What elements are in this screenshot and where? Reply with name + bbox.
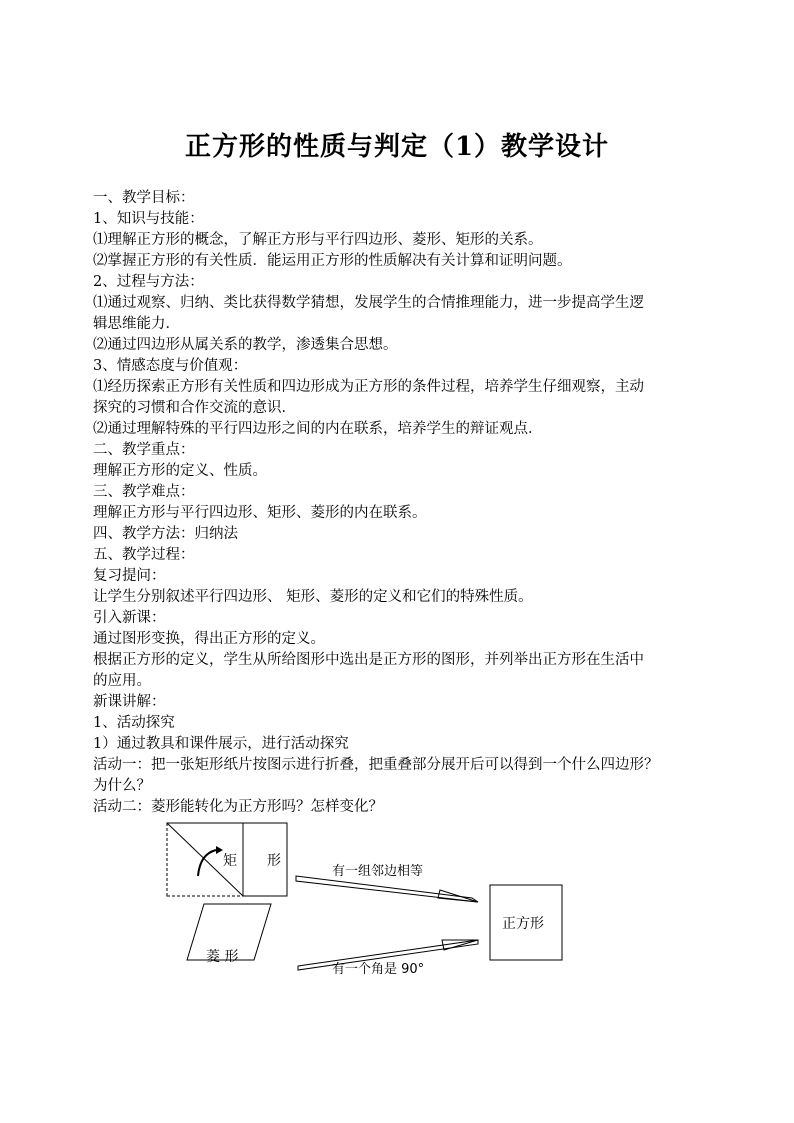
text-line: ⑴经历探索正方形有关性质和四边形成为正方形的条件过程，培养学生仔细观察，主动 bbox=[93, 379, 644, 395]
square-label: 正方形 bbox=[502, 916, 544, 932]
text-line: 引入新课： bbox=[93, 610, 166, 626]
rect-label-1: 矩 bbox=[223, 853, 237, 869]
text-line: 的应用。 bbox=[93, 673, 151, 689]
fold-curve-arrow-icon bbox=[198, 850, 216, 876]
arrow-2-label: 有一个角是 90° bbox=[332, 962, 425, 977]
text-line: 为什么？ bbox=[93, 778, 151, 794]
rect-label-2: 形 bbox=[267, 853, 281, 869]
text-line: 复习提问： bbox=[93, 568, 166, 584]
text-line: 2、过程与方法： bbox=[93, 274, 204, 290]
text-line: 1）通过教具和课件展示，进行活动探究 bbox=[93, 736, 349, 752]
arrow-1-label: 有一组邻边相等 bbox=[332, 864, 424, 879]
arrow-1 bbox=[296, 876, 478, 902]
rhombus-label: 菱 形 bbox=[206, 949, 239, 965]
transformation-diagram bbox=[150, 818, 580, 978]
text-line: 二、教学重点： bbox=[93, 442, 195, 458]
fold-arrowhead-icon bbox=[216, 846, 223, 854]
text-line: 五、教学过程： bbox=[93, 547, 195, 563]
text-line: ⑵通过四边形从属关系的教学，渗透集合思想。 bbox=[93, 337, 398, 353]
text-line: ⑴理解正方形的概念，了解正方形与平行四边形、菱形、矩形的关系。 bbox=[93, 232, 543, 248]
text-line: 通过图形变换，得出正方形的定义。 bbox=[93, 631, 325, 647]
text-line: ⑵通过理解特殊的平行四边形之间的内在联系，培养学生的辩证观点． bbox=[93, 421, 543, 437]
text-line: 根据正方形的定义，学生从所给图形中选出是正方形的图形，并列举出正方形在生活中 bbox=[93, 652, 644, 668]
text-line: ⑵掌握正方形的有关性质．能运用正方形的性质解决有关计算和证明问题。 bbox=[93, 253, 572, 269]
text-line: 辑思维能力． bbox=[93, 316, 180, 332]
text-line: ⑴通过观察、归纳、类比获得数学猜想，发展学生的合情推理能力，进一步提高学生逻 bbox=[93, 295, 644, 311]
text-line: 四、教学方法：归纳法 bbox=[93, 526, 238, 542]
text-line: 1、活动探究 bbox=[93, 715, 175, 731]
arrow-1-head bbox=[438, 890, 478, 902]
text-line: 探究的习惯和合作交流的意识． bbox=[93, 400, 296, 416]
text-line: 新课讲解： bbox=[93, 694, 166, 710]
text-line: 三、教学难点： bbox=[93, 484, 195, 500]
document-title: 正方形的性质与判定（1）教学设计 bbox=[184, 132, 610, 162]
body-text bbox=[93, 188, 713, 818]
text-line: 活动一：把一张矩形纸片按图示进行折叠，把重叠部分展开后可以得到一个什么四边形？ bbox=[93, 757, 659, 773]
text-line: 一、教学目标： bbox=[93, 190, 195, 206]
text-line: 让学生分别叙述平行四边形、 矩形、菱形的定义和它们的特殊性质。 bbox=[93, 589, 533, 605]
text-line: 活动二：菱形能转化为正方形吗？怎样变化？ bbox=[93, 799, 383, 815]
text-line: 3、情感态度与价值观： bbox=[93, 358, 248, 374]
text-line: 1、知识与技能： bbox=[93, 211, 204, 227]
text-line: 理解正方形的定义、性质。 bbox=[93, 463, 267, 479]
text-line: 理解正方形与平行四边形、矩形、菱形的内在联系。 bbox=[93, 505, 427, 521]
